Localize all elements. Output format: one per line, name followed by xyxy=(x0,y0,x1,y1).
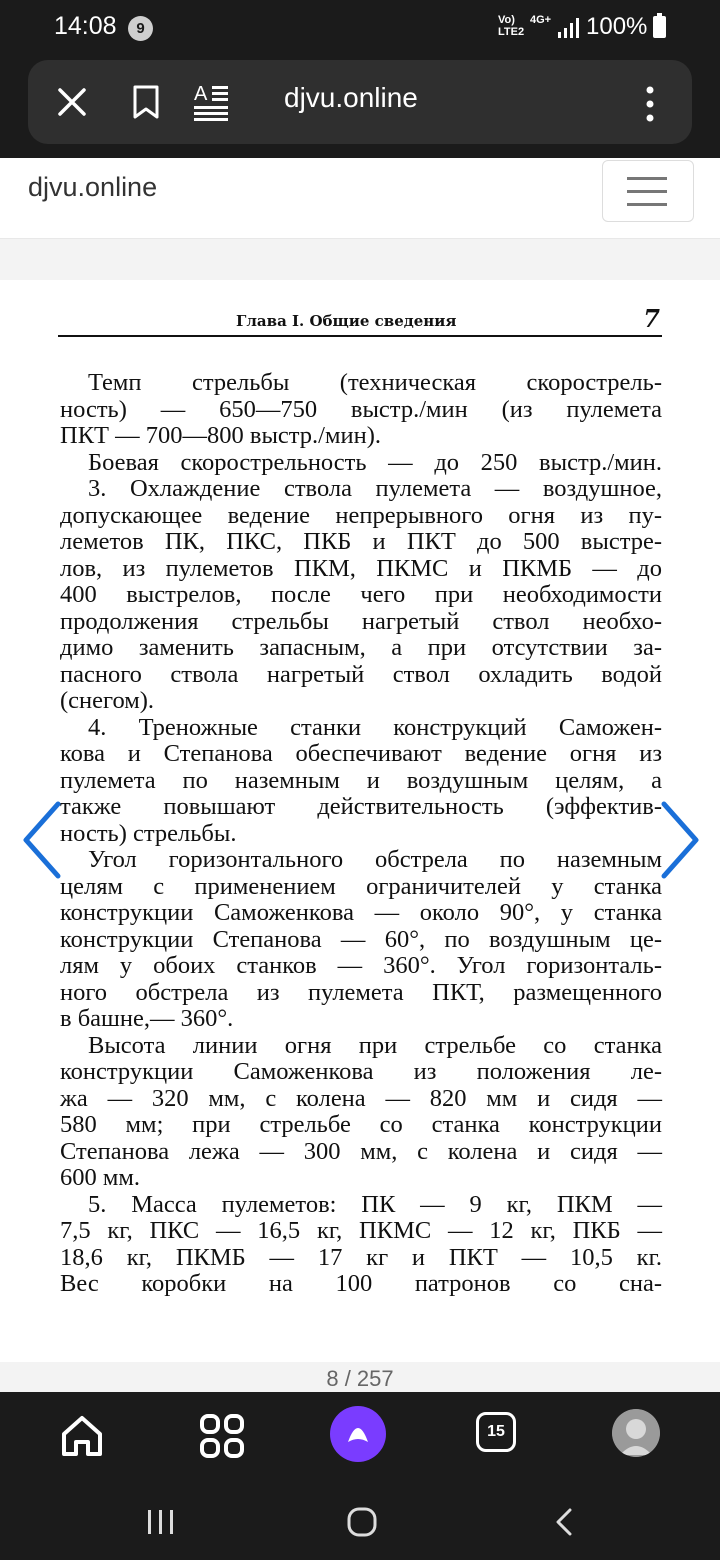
book-text xyxy=(60,370,662,1298)
text-line: лов, из пулеметов ПКМ, ПКМС и ПКМБ — до xyxy=(60,554,662,582)
text-line: 580 мм; при стрельбе со станка конструкции xyxy=(60,1111,662,1138)
text-line: конструкции Саможенкова из положения ле- xyxy=(60,1058,662,1085)
text-line: Вес коробки на 100 патронов со сна- xyxy=(60,1270,662,1297)
services-grid-icon[interactable] xyxy=(196,1410,248,1462)
text-line: ПКТ — 700—800 выстр./мин). xyxy=(60,422,381,449)
volte-label: Vo) xyxy=(498,14,515,26)
text-line: целям с применением ограничителей у станка xyxy=(60,872,662,900)
text-line: 400 выстрелов, после чего при необходимости xyxy=(60,581,662,608)
header-rule xyxy=(58,335,662,337)
bottom-navigation xyxy=(0,1392,720,1482)
address-bar[interactable] xyxy=(28,60,692,144)
notification-count-badge: 9 xyxy=(128,16,153,41)
text-line: допускающее ведение непрерывного огня из пу- xyxy=(60,501,662,529)
network-indicator xyxy=(498,14,524,38)
text-line: ность) стрельбы. xyxy=(60,819,237,847)
url-text[interactable]: djvu.online xyxy=(284,82,418,113)
chapter-title: Глава I. Общие сведения xyxy=(236,312,457,330)
recents-icon[interactable] xyxy=(146,1508,176,1536)
text-line: кова и Степанова обеспечивают ведение огня из xyxy=(60,740,662,767)
text-line: лям у обоих станков — 360°. Угол горизонталь- xyxy=(60,952,662,979)
text-line: 3. Охлаждение ствола пулемета — воздушное, xyxy=(88,475,662,502)
system-navigation-bar xyxy=(0,1482,720,1560)
text-line: ность) — 650—750 выстр./мин (из пулемета xyxy=(60,395,662,423)
text-line: жа — 320 мм, с колена — 820 мм и сидя — xyxy=(60,1084,662,1112)
text-line: 600 мм. xyxy=(60,1164,141,1191)
status-bar xyxy=(0,0,720,56)
signal-icon xyxy=(558,18,580,38)
profile-avatar-icon[interactable] xyxy=(612,1409,660,1457)
tabs-icon[interactable]: 15 xyxy=(476,1412,516,1452)
text-line: конструкции Саможенкова — около 90°, у станка xyxy=(60,899,662,926)
reader-mode-icon[interactable] xyxy=(192,80,232,124)
hamburger-line xyxy=(627,190,667,193)
text-line: Темп стрельбы (техническая скорострель- xyxy=(88,369,662,396)
status-time: 14:08 xyxy=(54,12,117,40)
text-line: (снегом). xyxy=(60,687,155,714)
text-line: 7,5 кг, ПКС — 16,5 кг, ПКМС — 12 кг, ПКБ — xyxy=(60,1217,662,1244)
text-line: ного обстрела из пулемета ПКТ, размещенного xyxy=(60,978,662,1006)
document-page xyxy=(0,280,720,1362)
browser-toolbar xyxy=(0,56,720,158)
alice-assistant-icon[interactable] xyxy=(330,1406,386,1462)
text-line: 4. Треножные станки конструкций Саможен- xyxy=(88,713,662,741)
more-vertical-icon[interactable] xyxy=(632,82,668,126)
alice-glyph-icon xyxy=(330,1406,386,1462)
hamburger-icon[interactable] xyxy=(602,160,694,222)
hamburger-line xyxy=(627,203,667,206)
hamburger-line xyxy=(627,177,667,180)
site-title[interactable]: djvu.online xyxy=(28,172,158,202)
page-counter: 8 / 257 xyxy=(326,1366,394,1391)
close-icon[interactable] xyxy=(52,82,92,122)
text-line: димо заменить запасным, а при отсутствии за- xyxy=(60,634,662,661)
text-line: Угол горизонтального обстрела по наземным xyxy=(88,846,662,873)
battery-level: 100% xyxy=(586,13,648,40)
text-line: 18,6 кг, ПКМБ — 17 кг и ПКТ — 10,5 кг. xyxy=(60,1243,662,1271)
chevron-left-icon[interactable] xyxy=(18,800,66,880)
text-line: Степанова лежа — 300 мм, с колена и сидя — xyxy=(60,1137,662,1165)
svg-text:A: A xyxy=(194,83,208,105)
back-icon[interactable] xyxy=(552,1506,576,1538)
page-number: 7 xyxy=(643,304,660,333)
network-type-label: 4G+ xyxy=(530,14,552,26)
home-circle-icon[interactable] xyxy=(346,1506,378,1538)
text-line: также повышают действительность (эффектив- xyxy=(60,793,662,820)
text-line: пулемета по наземным и воздушным целям, а xyxy=(60,766,662,794)
site-header xyxy=(0,158,720,239)
text-line: продолжения стрельбы нагретый ствол необхо- xyxy=(60,607,662,635)
battery-icon xyxy=(653,16,666,38)
text-line: конструкции Степанова — 60°, по воздушным це- xyxy=(60,925,662,953)
text-line: леметов ПК, ПКС, ПКБ и ПКТ до 500 выстре- xyxy=(60,528,662,555)
lte-label: LTE2 xyxy=(498,26,525,38)
text-line: пасного ствола нагретый ствол охладить водой xyxy=(60,660,662,688)
text-line: Боевая скорострельность — до 250 выстр./мин. xyxy=(88,448,662,476)
avatar-silhouette-icon xyxy=(612,1409,660,1457)
text-line: 5. Масса пулеметов: ПК — 9 кг, ПКМ — xyxy=(88,1190,662,1218)
chevron-right-icon[interactable] xyxy=(656,800,704,880)
home-icon[interactable] xyxy=(56,1410,108,1462)
text-line: в башне,— 360°. xyxy=(60,1005,234,1032)
bookmark-icon[interactable] xyxy=(128,82,164,122)
text-line: Высота линии огня при стрельбе со станка xyxy=(88,1031,662,1059)
